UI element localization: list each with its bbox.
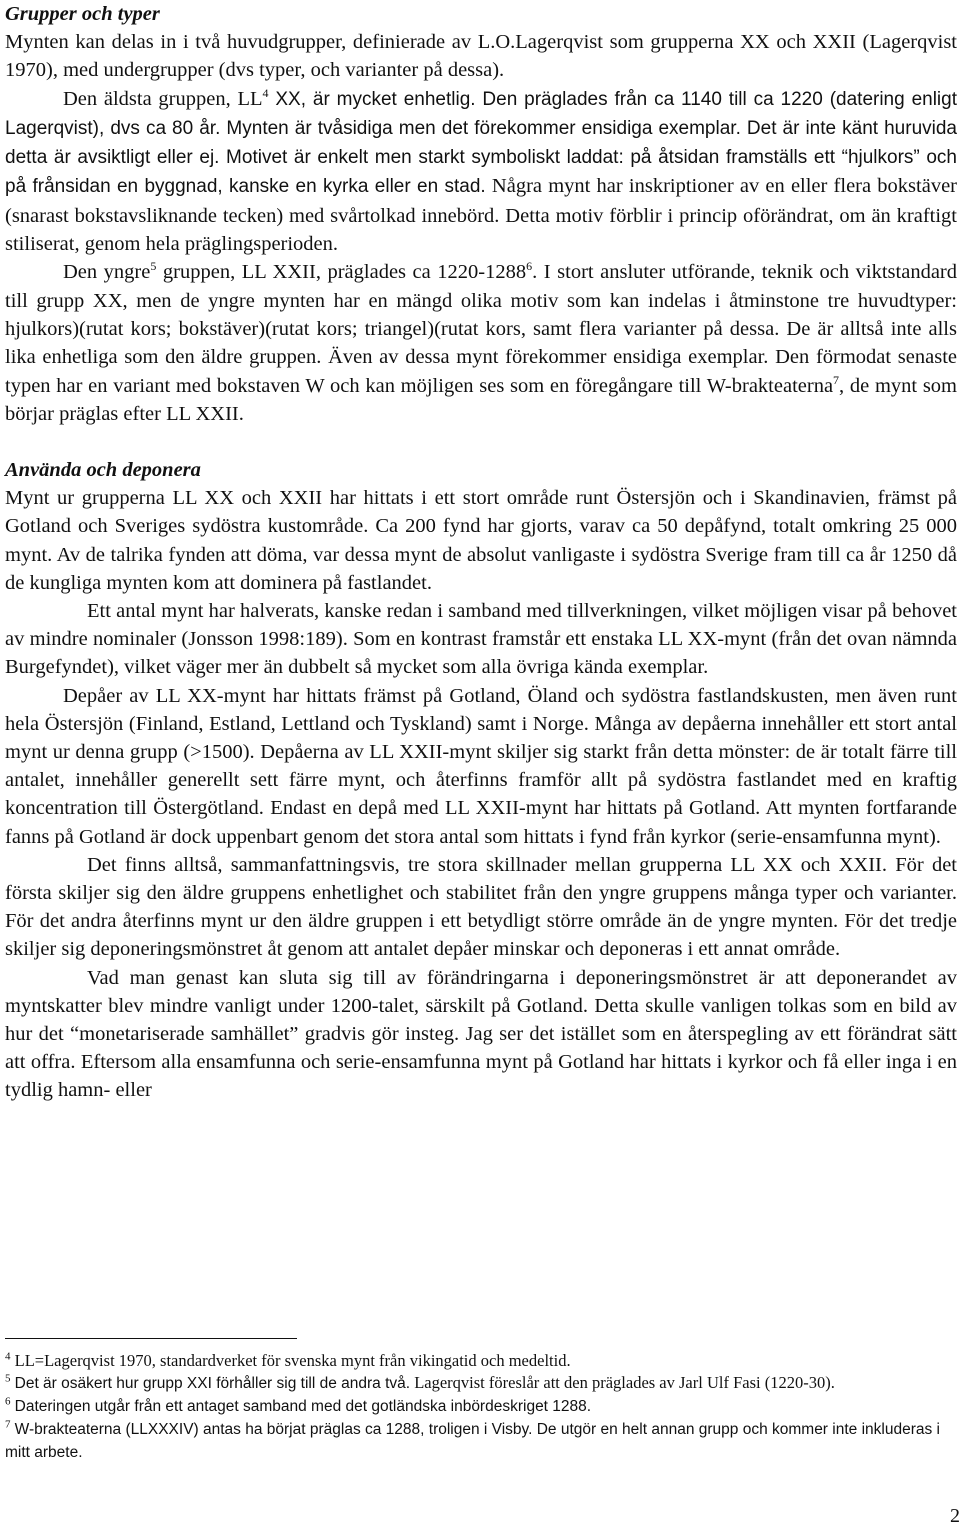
paragraph: Vad man genast kan sluta sig till av förändringarna i deponeringsmönstret är att deponerandet av myntskatter blev mindre vanligt under 1200-talet, särskilt på Gotland. Detta skulle vanligen tolkas som en bild av hur det “monetariserade samhället” gradvis gör insteg. Jag ser det istället som en återspegling av ett förändrat sätt att offra. Eftersom alla ensamfunna och serie-ensamfunna mynt på Gotland har hittats i kyrkor och få eller inga i en tydlig hamn- eller [5, 966, 957, 1102]
footnote-ref: 4 [262, 85, 269, 100]
footnote-number: 4 [5, 1350, 11, 1363]
section-heading-anvanda: Använda och deponera [5, 459, 201, 482]
footnote [5, 1395, 940, 1418]
section-heading-grupper: Grupper och typer [5, 3, 160, 25]
page-number: 2 [950, 1505, 960, 1527]
footnote-text: Dateringen utgår från ett antaget samband med det gotländska inbördeskriget 1288. [14, 1398, 592, 1415]
footnote-ref: 5 [150, 259, 157, 274]
footnote-ref: 6 [526, 259, 533, 274]
text-run: Den yngre [63, 261, 151, 284]
paragraph: Ett antal mynt har halverats, kanske redan i samband med tillverkningen, vilket möjligen visar på behovet av mindre nominaler (Jonsson 1998:189). Som en kontrast framstår ett enstaka LL XX-mynt (från det ovan nämnda Burgefyndet), vilket väger mer än dubbelt så mycket som alla övriga kända exemplar. [5, 599, 957, 679]
footnotes [5, 1350, 940, 1464]
paragraph: Depåer av LL XX-mynt har hittats främst på Gotland, Öland och sydöstra fastlandskusten, men även runt hela Östersjön (Finland, Estland, Lettland och Tyskland) samt i Norge. Många av depåerna innehåller ett stort antal mynt ur denna grupp (>1500). Depåerna av LL XXII-mynt skiljer sig starkt från detta mönster: de är totalt färre till antalet, innehåller generellt sett färre mynt, och återfinns framför allt på sydöstra fastlandet med en kraftig koncentration till Östergötland. Endast en depå med LL XXII-mynt har hittats på Gotland. Att mynten fortfarande fanns på Gotland är dock uppenbart genom det stora antal som hittats i fynd från kyrkor (serie-ensamfunna mynt). [5, 684, 957, 848]
text-run: Några mynt har inskriptioner av en eller flera bokstäver (snarast bokstavsliknande tecken) med svårtolkad innebörd. Detta motiv förblir i princip oförändrat, om än kraftigt stiliserat, genom hela präglingsperioden. [5, 175, 957, 256]
footnote-text: Lagerqvist föreslår att den präglades av Jarl Ulf Fasi (1220-30). [410, 1373, 835, 1392]
footnote-number: 5 [5, 1372, 11, 1385]
footnote-text: W-brakteaterna (LLXXXIV) antas ha börjat präglas ca 1288, troligen i Visby. De utgör en helt annan grupp och kommer inte inkluderas i mitt arbete. [5, 1421, 940, 1461]
text-run: gruppen, LL XXII, präglades ca 1220-1288 [156, 261, 527, 284]
text-run: Den äldsta gruppen, LL [63, 87, 263, 110]
footnote [5, 1350, 940, 1372]
footnote-text: LL=Lagerqvist 1970, standardverket för svenska mynt från vikingatid och medeltid. [14, 1351, 571, 1370]
text-run: , de mynt som börjar präglas efter LL XXII. [5, 374, 957, 425]
document-page [5, 0, 957, 1105]
footnote [5, 1418, 940, 1464]
paragraph: Det finns alltså, sammanfattningsvis, tre stora skillnader mellan grupperna LL XX och XXII. För det första skiljer sig den äldre gruppens enhetlighet och stabilitet från den yngre gruppens många typer och varianter. För det andra återfinns mynt ur den äldre gruppen i ett betydligt större område än de yngre mynten. För det tredje skiljer sig deponeringsmönstret åt genom att antalet depåer minskar och deponeras i ett annat område. [5, 853, 957, 961]
footnote-number: 6 [5, 1395, 11, 1408]
text-run: XX, är mycket enhetlig. Den präglades från ca 1140 till ca 1220 (datering enligt Lagerqvist), dvs ca 80 år. Mynten är tvåsidiga men det förekommer ensidiga exemplar. Det är inte känt huruvida detta är avsiktligt eller ej. Motivet är enkelt men starkt symboliskt laddat: på åtsidan framställs ett “hjulkors” och på frånsidan en byggnad, kanske en kyrka eller en stad. [5, 88, 957, 198]
footnote [5, 1372, 940, 1395]
text-run: . I stort ansluter utförande, teknik och viktstandard till grupp XX, men de yngre mynten har en mängd olika motiv som kan indelas i åtminstone tre huvudtyper: hjulkors)(rutat kors; bokstäver)(rutat kors; triangel)(rutat kors, samt flera varianter på dessa. De är alltså inte alls lika enhetliga som den äldre gruppen. Även av dessa mynt förekommer ensidiga exemplar. Den förmodat senaste typen har en variant med bokstaven W och kan möjligen ses som en föregångare till W-brakteaterna [5, 261, 957, 397]
paragraph: Mynten kan delas in i två huvudgrupper, definierade av L.O.Lagerqvist som grupperna XX och XXII (Lagerqvist 1970), med undergrupper (dvs typer, och varianter på dessa). [5, 31, 957, 82]
footnote-ref: 7 [833, 372, 840, 387]
footnote-separator [5, 1338, 297, 1339]
paragraph: Mynt ur grupperna LL XX och XXII har hittats i ett stort område runt Östersjön och i Skandinavien, främst på Gotland och Sveriges sydöstra kustområde. Ca 200 fynd har gjorts, varav ca 50 depåfynd, totalt omkring 25 000 mynt. Av de talrika fynden att döma, var dessa mynt de absolut vanligaste i sydöstra Sverige fram till ca år 1250 då de kungliga mynten kom att dominera på fastlandet. [5, 487, 957, 594]
footnote-text: Det är osäkert hur grupp XXI förhåller sig till de andra två. [14, 1375, 411, 1392]
paragraph [5, 258, 957, 428]
paragraph [5, 85, 957, 259]
footnote-number: 7 [5, 1418, 11, 1431]
